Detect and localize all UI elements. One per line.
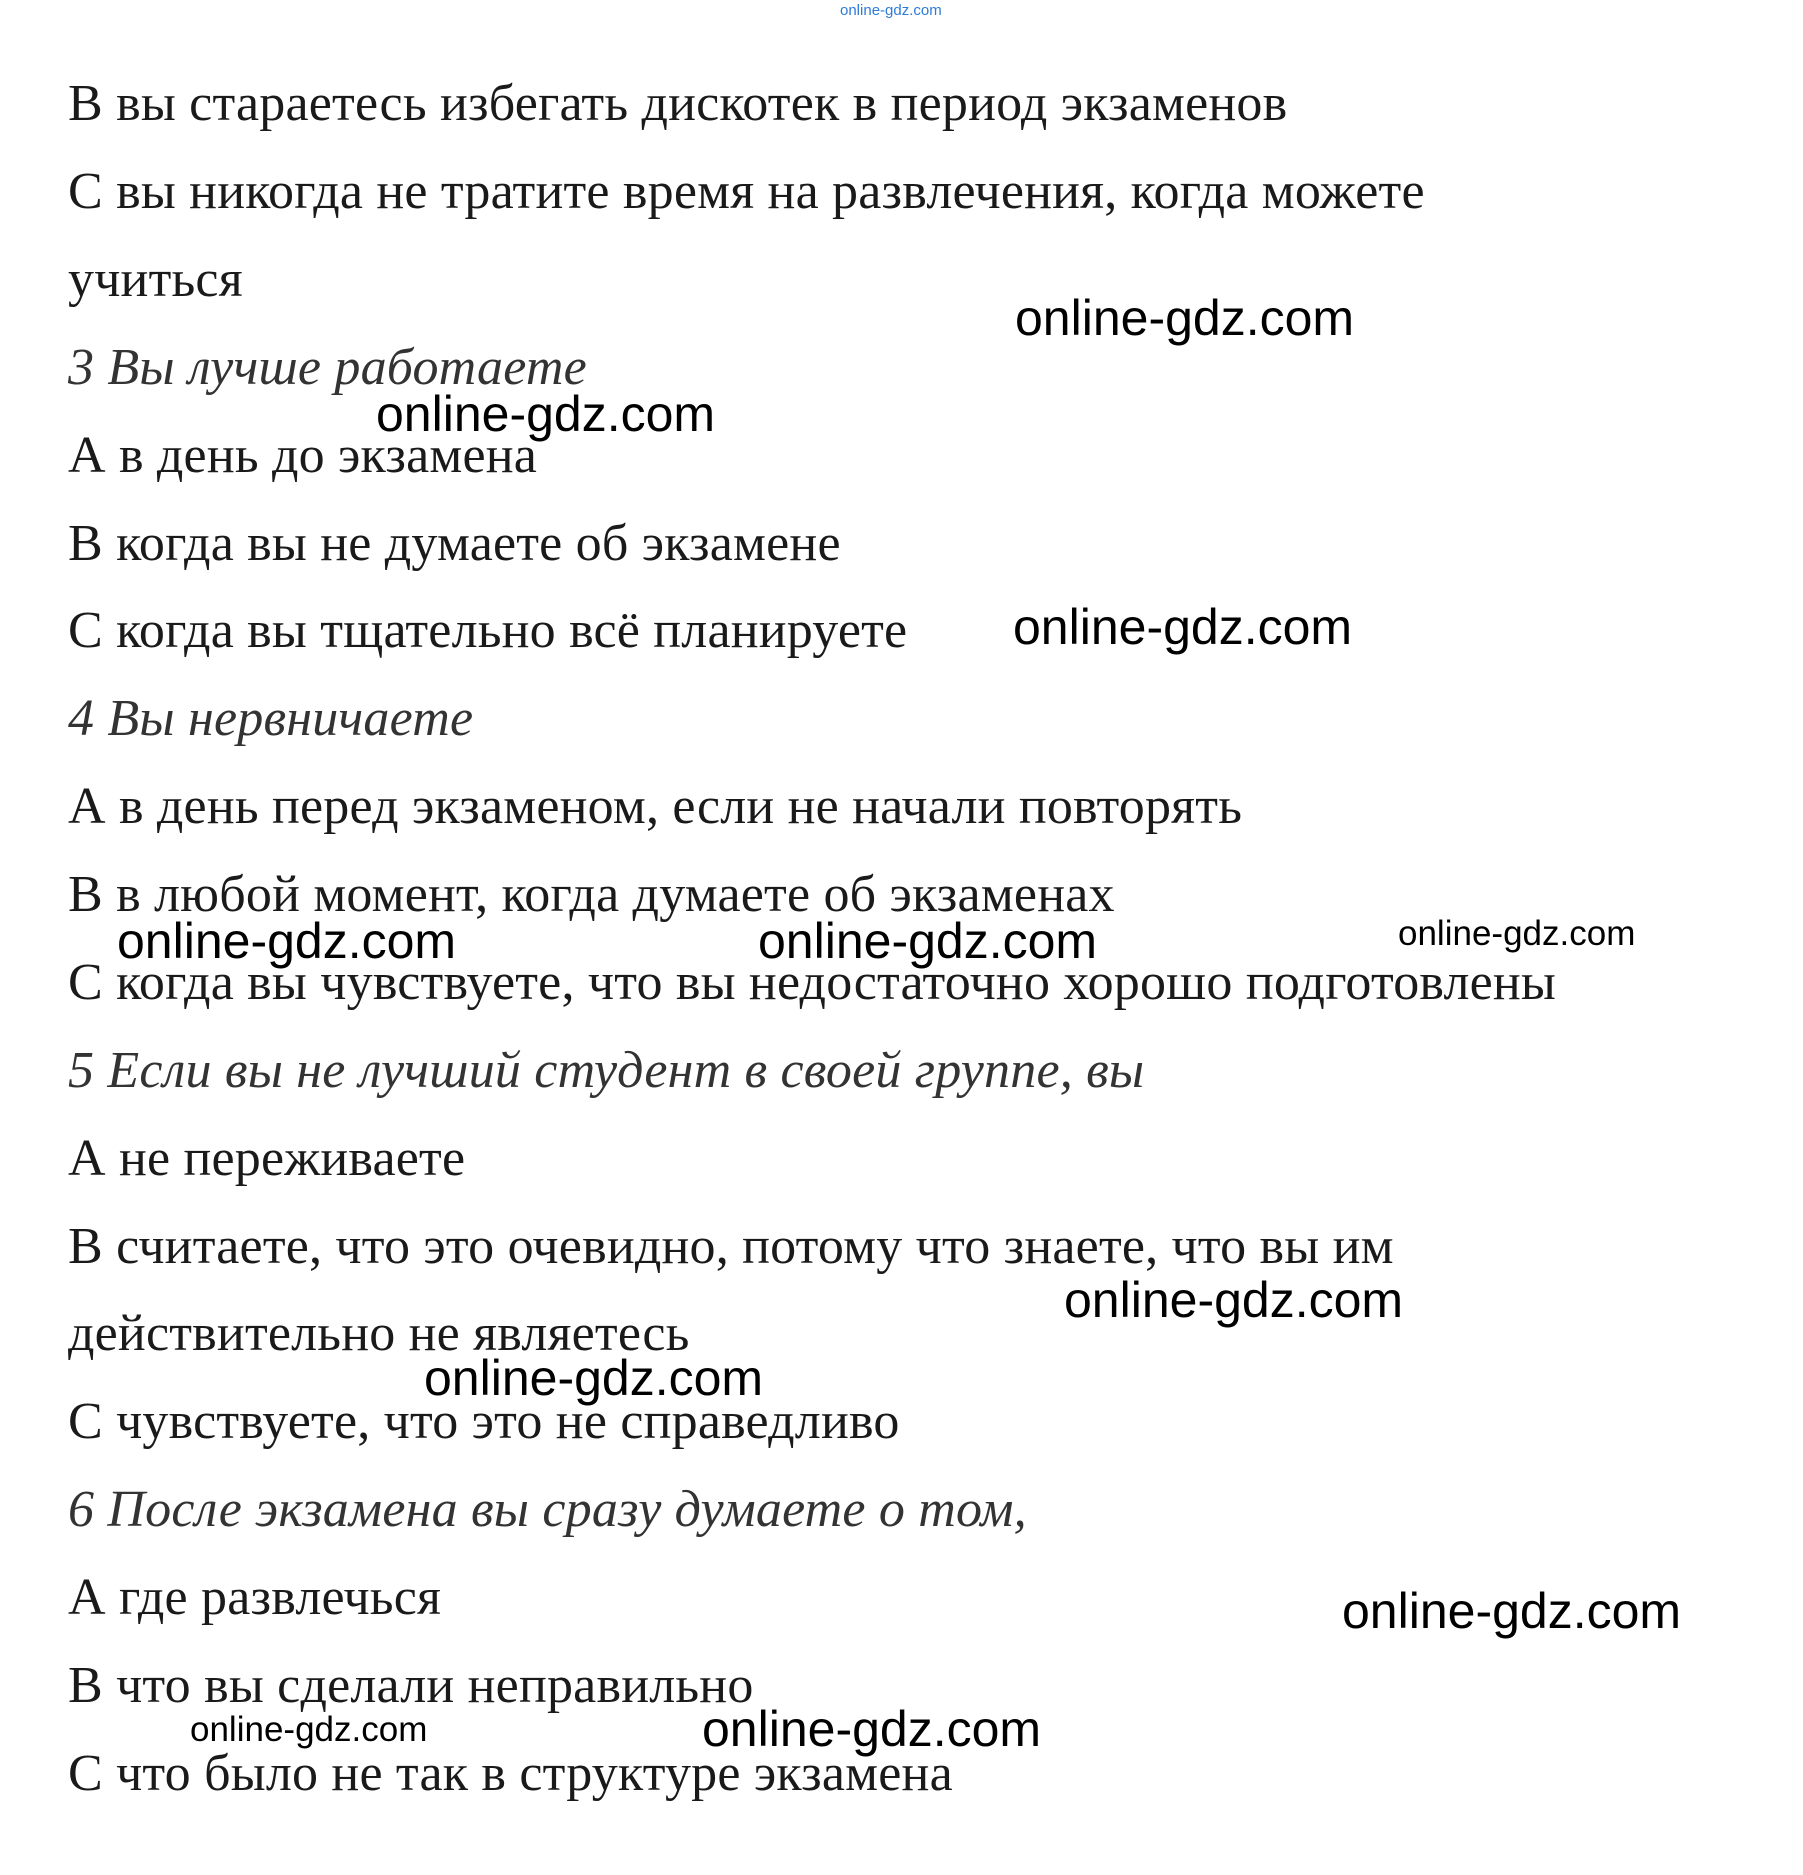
watermark: online-gdz.com bbox=[758, 913, 1098, 969]
answer-line: С когда вы чувствуете, что вы недостаточно хорошо подготовлены bbox=[68, 954, 1557, 1011]
answer-line: действительно не являетесь bbox=[68, 1305, 690, 1362]
answer-line: учиться bbox=[68, 251, 243, 308]
answer-line: В считаете, что это очевидно, потому что знаете, что вы им bbox=[68, 1218, 1394, 1275]
watermark: online-gdz.com bbox=[1064, 1272, 1404, 1328]
question-line: 3 Вы лучше работаете bbox=[68, 339, 587, 396]
question-line: 5 Если вы не лучший студент в своей группе, вы bbox=[68, 1042, 1145, 1099]
question-line: 4 Вы нервничаете bbox=[68, 690, 474, 747]
watermark: online-gdz.com bbox=[376, 386, 716, 442]
watermark: online-gdz.com bbox=[117, 913, 457, 969]
watermark: online-gdz.com bbox=[424, 1350, 764, 1406]
watermark: online-gdz.com bbox=[1013, 599, 1353, 655]
answer-line: В когда вы не думаете об экзамене bbox=[68, 515, 841, 572]
watermark: online-gdz.com bbox=[1015, 290, 1355, 346]
answer-line: С когда вы тщательно всё планируете bbox=[68, 602, 908, 659]
watermark: online-gdz.com bbox=[190, 1710, 428, 1749]
answer-line: А в день до экзамена bbox=[68, 427, 538, 484]
header-watermark: online-gdz.com bbox=[840, 2, 942, 19]
answer-line: С вы никогда не тратите время на развлечения, когда можете bbox=[68, 163, 1425, 220]
watermark: online-gdz.com bbox=[1342, 1583, 1682, 1639]
watermark: online-gdz.com bbox=[1398, 914, 1636, 953]
answer-line: С чувствуете, что это не справедливо bbox=[68, 1393, 900, 1450]
answer-line: А в день перед экзаменом, если не начали повторять bbox=[68, 778, 1243, 835]
answer-line: С что было не так в структуре экзамена bbox=[68, 1745, 953, 1802]
answer-line: В вы стараетесь избегать дискотек в период экзаменов bbox=[68, 75, 1288, 132]
answer-line: В что вы сделали неправильно bbox=[68, 1657, 754, 1714]
watermark: online-gdz.com bbox=[702, 1701, 1042, 1757]
answer-line: А не переживаете bbox=[68, 1130, 466, 1187]
question-line: 6 После экзамена вы сразу думаете о том, bbox=[68, 1481, 1027, 1538]
answer-line: В в любой момент, когда думаете об экзаменах bbox=[68, 866, 1115, 923]
answer-line: А где развлечься bbox=[68, 1569, 442, 1626]
